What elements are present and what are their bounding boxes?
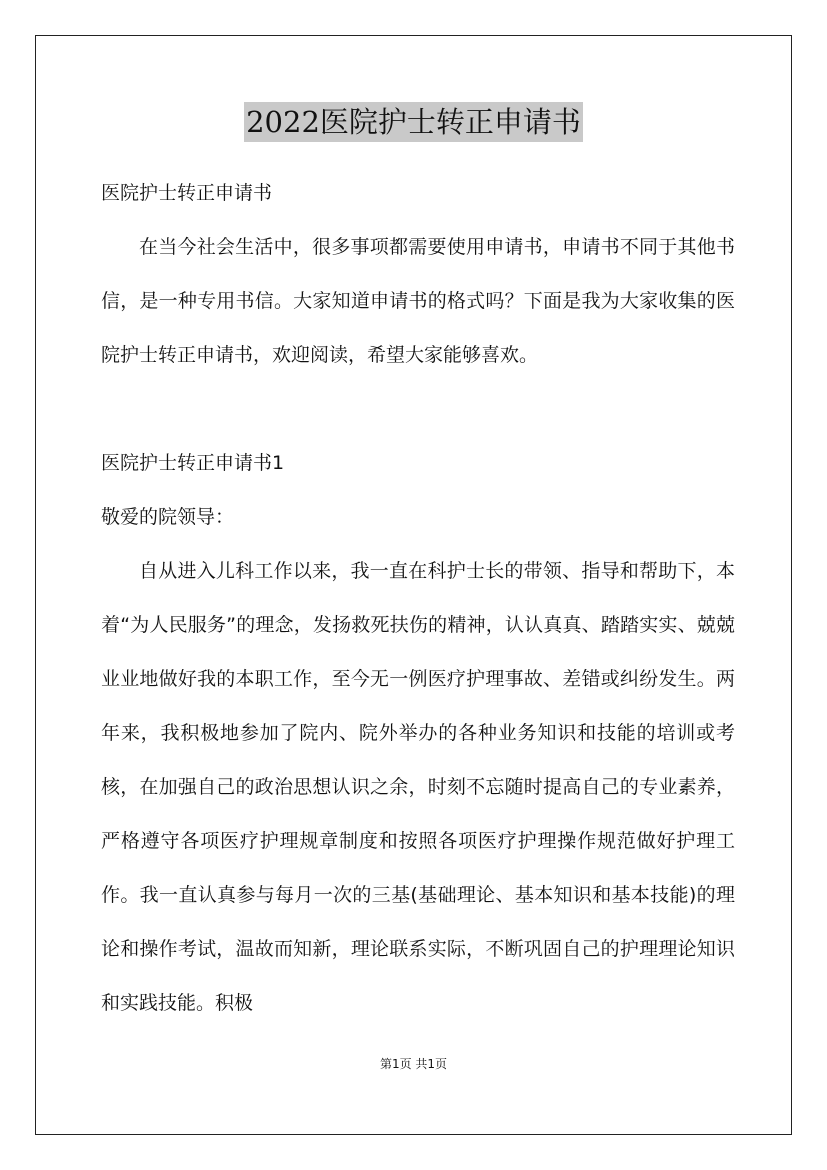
- page-footer: [0, 1055, 827, 1072]
- document-title: 2022医院护士转正申请书: [244, 102, 583, 142]
- paragraph-spacer: [101, 382, 735, 436]
- subtitle: 医院护士转正申请书: [101, 182, 273, 204]
- body-paragraph: 自从进入儿科工作以来，我一直在科护士长的带领、指导和帮助下，本着“为人民服务”的理念，发扬救死扶伤的精神，认认真真、踏踏实实、兢兢业业地做好我的本职工作，至今无一例医疗护理事故、差错或纠纷发生。两年来，我积极地参加了院内、院外举办的各种业务知识和技能的培训或考核，在加强自己的政治思想认识之余，时刻不忘随时提高自己的专业素养，严格遵守各项医疗护理规章制度和按照各项医疗护理操作规范做好护理工作。我一直认真参与每月一次的三基(基础理论、基本知识和基本技能)的理论和操作考试，温故而知新，理论联系实际，不断巩固自己的护理理论知识和实践技能。积极: [101, 560, 735, 1014]
- page-number: 第1页 共1页: [379, 1057, 448, 1071]
- salutation: 敬爱的院领导：: [101, 506, 235, 528]
- document-body: [101, 166, 735, 1030]
- section-heading: 医院护士转正申请书1: [101, 452, 285, 474]
- intro-paragraph: 在当今社会生活中，很多事项都需要使用申请书，申请书不同于其他书信，是一种专用书信。大家知道申请书的格式吗？下面是我为大家收集的医院护士转正申请书，欢迎阅读，希望大家能够喜欢。: [101, 236, 735, 366]
- title-container: [0, 102, 827, 142]
